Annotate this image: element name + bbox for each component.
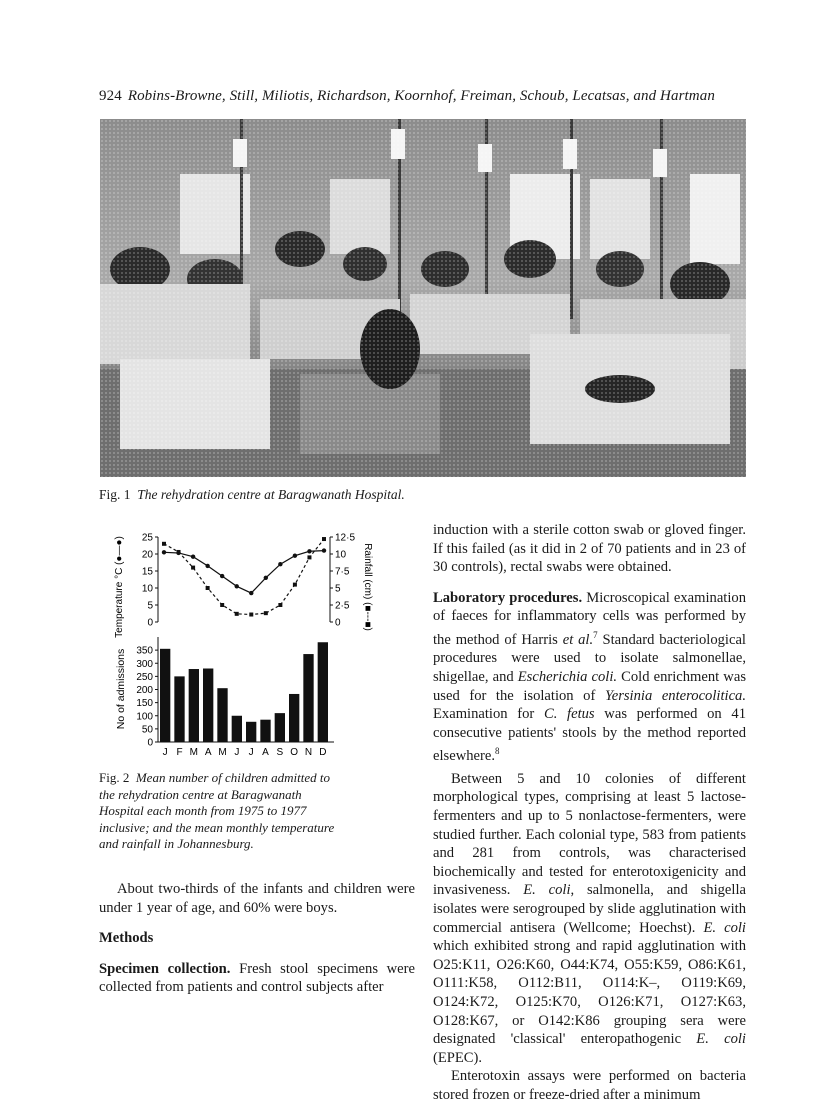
lab-text-3: Cold enrichment was used for the isolation of xyxy=(433,669,746,704)
ref-8: 8 xyxy=(495,746,500,757)
specimen-collection-text: Fresh stool specimens were collected from patients and control subjects after xyxy=(99,960,415,996)
right-column xyxy=(433,521,746,1105)
demographics-paragraph: About two-thirds of the infants and children were under 1 year of age, and 60% were boys. xyxy=(99,881,415,916)
rainfall-point xyxy=(264,611,268,615)
lab-text-2: Standard bacteriological procedures were used to isolate salmonellae, shigellae, and xyxy=(433,631,746,686)
month-label: F xyxy=(176,747,183,758)
temperature-tick-label: 0 xyxy=(147,617,153,629)
temperature-axis-label: Temperature °C (●—●) xyxy=(114,536,125,638)
colonies-text-1: Between 5 and 10 colonies of different morphological types, comprising at least 5 lactose-fermenters and up to 5 nonlactose-fermenters, were studied further. Each colonial type, 583 from patients and 281 from controls, was characterised biochemically and tested for enterotoxigenicity and invasiveness. xyxy=(433,770,746,899)
lab-text-4: Examination for xyxy=(433,706,535,723)
temperature-point xyxy=(249,591,253,595)
admissions-bar xyxy=(217,688,227,742)
admissions-tick-label: 100 xyxy=(136,711,153,723)
lab-cfetus: C. fetus xyxy=(543,706,595,723)
admissions-tick-label: 50 xyxy=(141,724,153,736)
rainfall-point xyxy=(177,550,181,554)
month-label: M xyxy=(218,747,227,758)
rainfall-point xyxy=(293,583,297,587)
month-label: J xyxy=(162,747,168,758)
admissions-tick-label: 0 xyxy=(147,737,153,749)
temperature-line xyxy=(164,551,324,594)
admissions-bar xyxy=(232,716,242,742)
colonies-ecoli-1: E. coli xyxy=(523,882,571,899)
temperature-point xyxy=(278,562,282,566)
temperature-point xyxy=(235,584,239,588)
rehydration-centre-photo xyxy=(100,119,746,477)
swab-paragraph: induction with a sterile cotton swab or gloved finger. If this failed (as it did in 2 of 70 patients and in 23 of 30 controls), rectal swabs were obtained. xyxy=(433,522,746,576)
header-authors: Robins-Browne, Still, Miliotis, Richardson, Koornhof, Freiman, Schoub, Lecatsas, and Hartman xyxy=(127,88,715,104)
temperature-point xyxy=(191,555,195,559)
rainfall-point xyxy=(206,586,210,590)
lab-yersinia: Yersinia enterocolitica. xyxy=(604,687,746,704)
temperature-tick-label: 10 xyxy=(141,583,153,595)
admissions-bar xyxy=(318,642,328,742)
rainfall-tick-label: 7·5 xyxy=(335,566,350,578)
rainfall-point xyxy=(162,542,166,546)
temperature-tick-label: 15 xyxy=(141,566,153,578)
left-column xyxy=(99,880,415,997)
month-label: S xyxy=(276,747,284,758)
rainfall-axis-label: Rainfall (cm) (■---■) xyxy=(362,543,373,631)
rainfall-point xyxy=(307,555,311,559)
fig2-caption xyxy=(99,770,349,853)
admissions-bar xyxy=(289,694,299,742)
month-label: N xyxy=(304,747,313,758)
running-header xyxy=(99,88,715,105)
temperature-point xyxy=(307,549,311,553)
colonies-text-2: , salmonella, and shigella isolates were serogrouped by slide agglutination with commercial antisera (Wellcome; Hoechst). xyxy=(433,882,746,936)
fig1-caption xyxy=(99,487,405,503)
specimen-collection-paragraph xyxy=(99,960,415,997)
laboratory-paragraph xyxy=(433,589,746,766)
lab-text-1: Microscopical examination of faeces for inflammatory cells was performed by the method of Harris xyxy=(433,589,747,648)
month-label: M xyxy=(189,747,199,758)
methods-heading: Methods xyxy=(99,930,154,947)
colonies-ecoli-3: E. coli xyxy=(696,1031,746,1048)
temperature-point xyxy=(264,576,268,580)
colonies-paragraph xyxy=(433,770,746,1068)
fig2-label: Fig. 2 xyxy=(99,770,130,785)
rainfall-tick-label: 10 xyxy=(335,549,347,561)
enterotoxin-paragraph: Enterotoxin assays were performed on bacteria stored frozen or freeze-dried after a minimum xyxy=(433,1068,746,1103)
page-number: 924 xyxy=(99,88,122,104)
temperature-point xyxy=(322,548,326,552)
fig2-caption-text: Mean number of children admitted to the rehydration centre at Baragwanath Hospital each month from 1975 to 1977 inclusive; and the mean monthly temperature and rainfall in Johannesburg. xyxy=(99,770,335,851)
admissions-tick-label: 200 xyxy=(136,685,153,696)
temperature-rainfall-panel xyxy=(142,533,356,629)
rainfall-tick-label: 2·5 xyxy=(335,600,350,612)
admissions-bar xyxy=(160,649,170,742)
rainfall-point xyxy=(249,613,253,617)
colonies-text-4: (EPEC). xyxy=(433,1049,483,1066)
lab-et-al: et al. xyxy=(562,631,594,648)
admissions-bar xyxy=(275,713,285,742)
ref-7: 7 xyxy=(593,629,598,640)
rainfall-point xyxy=(220,603,224,607)
temperature-point xyxy=(293,554,297,558)
rainfall-point xyxy=(235,612,239,616)
rainfall-tick-label: 12·5 xyxy=(335,532,356,544)
laboratory-heading: Laboratory procedures. xyxy=(433,589,583,606)
month-label: A xyxy=(262,747,269,758)
temperature-point xyxy=(220,574,224,578)
rainfall-line xyxy=(164,539,324,614)
month-label: D xyxy=(319,747,327,758)
fig2-chart xyxy=(113,527,383,762)
colonies-ecoli-2: E. coli xyxy=(703,919,746,936)
month-label: O xyxy=(290,747,299,758)
temperature-point xyxy=(205,564,209,568)
month-label: A xyxy=(204,747,212,758)
fig1-label: Fig. 1 xyxy=(99,487,131,502)
rainfall-point xyxy=(278,603,282,607)
lab-ecoli: Escherichia coli. xyxy=(517,669,618,686)
admissions-bar xyxy=(189,669,199,742)
admissions-bar xyxy=(174,676,184,742)
temperature-tick-label: 20 xyxy=(141,549,153,561)
admissions-tick-label: 350 xyxy=(136,645,153,657)
month-label: J xyxy=(234,747,240,758)
admissions-bar xyxy=(203,669,213,743)
colonies-text-3: which exhibited strong and rapid agglutination with O25:K11, O26:K60, O44:K74, O55:K59, O86:K61, O111:K58, O112:B11, O114:K–, O119:K69, O124:K72, O125:K70, O126:K71, O127:K63, O128:K67, or O142:K86 grouping sera were designated 'classical' enteropathogenic xyxy=(433,938,746,1048)
admissions-bar xyxy=(246,722,256,742)
specimen-collection-heading: Specimen collection. xyxy=(99,960,231,977)
rainfall-tick-label: 0 xyxy=(335,617,341,629)
fig1-caption-text: The rehydration centre at Baragwanath Hospital. xyxy=(137,487,405,502)
lab-text-5: was performed on 41 consecutive patients' stools by the method reported elsewhere. xyxy=(433,706,747,765)
admissions-axis-label: No of admissions xyxy=(115,648,127,730)
temperature-point xyxy=(162,550,166,554)
admissions-tick-label: 250 xyxy=(136,671,153,683)
rainfall-point xyxy=(322,537,326,541)
temperature-tick-label: 25 xyxy=(141,532,153,544)
admissions-tick-label: 150 xyxy=(136,698,153,710)
admissions-panel xyxy=(136,637,334,758)
rainfall-tick-label: 5 xyxy=(335,583,341,595)
rainfall-point xyxy=(191,566,195,570)
admissions-bar xyxy=(303,654,313,742)
admissions-tick-label: 300 xyxy=(136,658,153,670)
month-label: J xyxy=(248,747,254,758)
admissions-bar xyxy=(260,720,270,742)
temperature-tick-label: 5 xyxy=(147,600,153,612)
